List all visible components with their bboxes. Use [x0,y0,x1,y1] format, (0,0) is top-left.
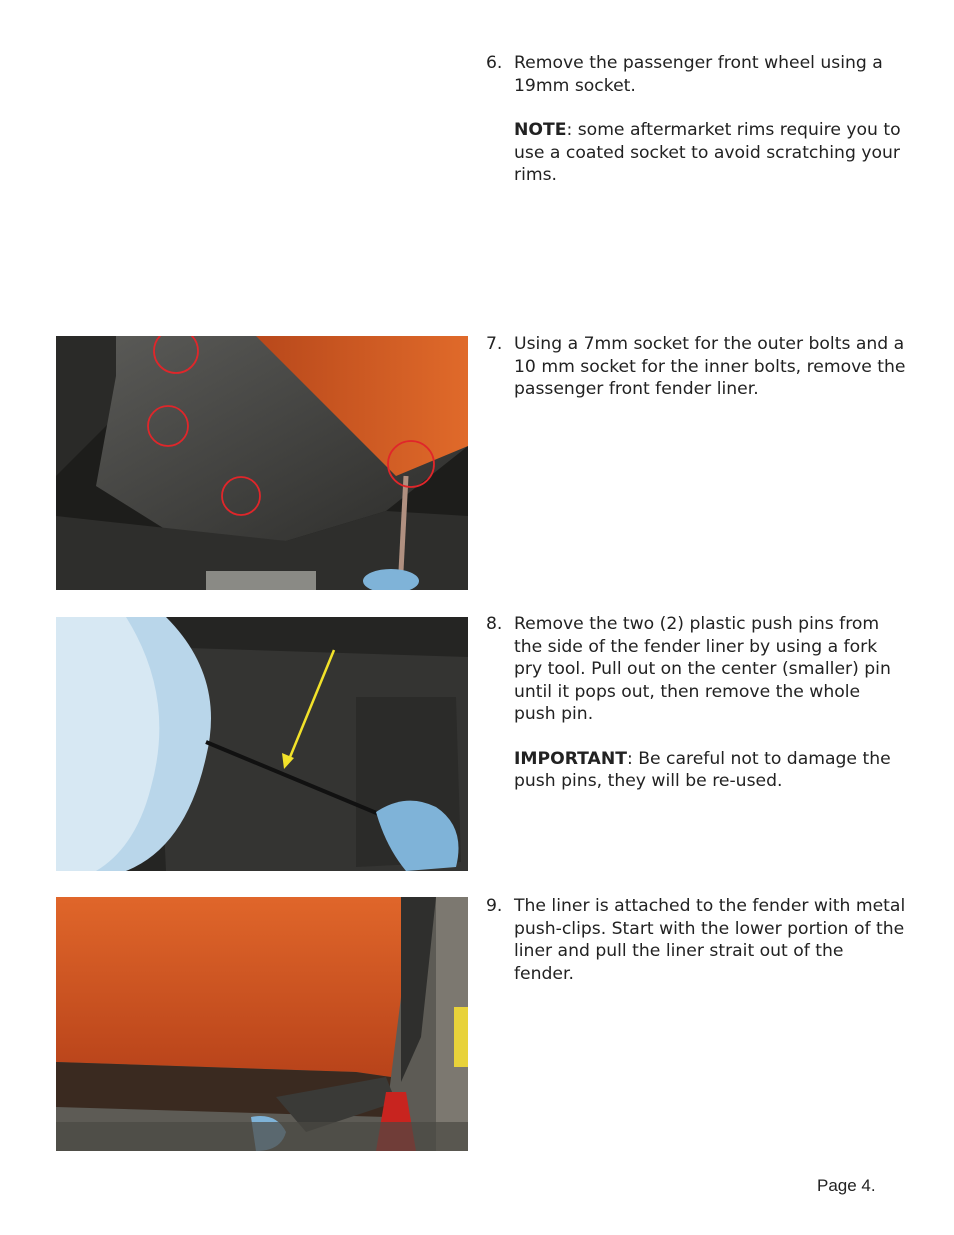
page-number: Page 4. [817,1176,876,1195]
step-8 [486,613,906,793]
step-9 [486,895,906,985]
photo-fender-liner-bolts [56,336,468,590]
note-text: : some aftermarket rims require you to use a coated socket to avoid scratching your rims. [514,120,901,185]
step-note [514,119,906,187]
step-number: 6. [486,53,503,73]
step-note [514,748,906,793]
note-label: NOTE [514,120,567,140]
note-label: IMPORTANT [514,748,627,769]
note-text: : Be careful not to damage the push pins, they will be re-used. [514,748,891,791]
photo-push-pin-removal [56,617,468,871]
step-number: 7. [486,334,503,354]
step-text: The liner is attached to the fender with metal push-clips. Start with the lower portion of the liner and pull the liner strait out of the fender. [514,896,906,984]
step-text: Remove the two (2) plastic push pins from the side of the fender liner by using a fork pry tool. Pull out on the center (smaller) pin until it pops out, then remove the whole push pin. [514,614,891,724]
step-7 [486,333,906,401]
step-text: Remove the passenger front wheel using a 19mm socket. [514,53,883,96]
step-text: Using a 7mm socket for the outer bolts and a 10 mm socket for the inner bolts, remove the passenger front fender liner. [514,334,906,399]
step-6 [486,52,906,187]
photo-liner-pull-out [56,897,468,1151]
step-number: 9. [486,896,503,916]
step-number: 8. [486,614,503,634]
